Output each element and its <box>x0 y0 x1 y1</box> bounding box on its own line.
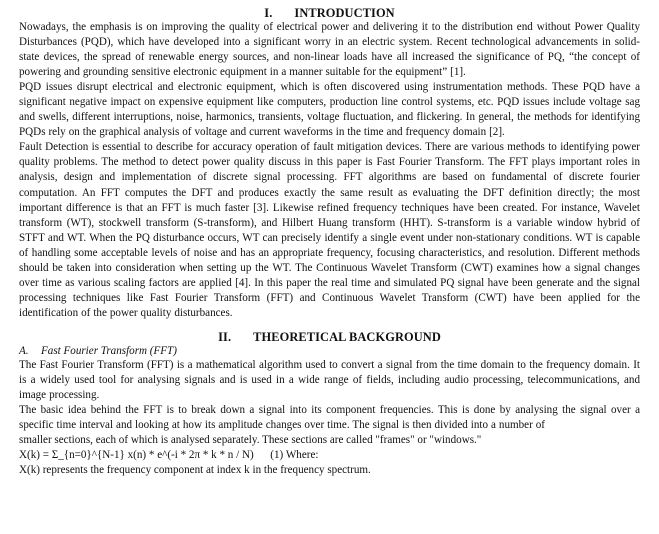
intro-paragraph-1: Nowadays, the emphasis is on improving the quality of electrical power and delivering it to the distribution end without Power Quality Disturbances (PQD), which have developed into a significant worry in an electric system. Recent technological advancements in solid-state devices, the spread of renewable energy sources, and non-linear loads have all increased the significance of PQ, “the concept of powering and grounding sensitive electronic equipment in a manner suitable for the equipment” [1]. <box>19 21 640 79</box>
section-title: INTRODUCTION <box>294 6 395 20</box>
intro-paragraph-3: Fault Detection is essential to describe for accuracy operation of fault mitigation devices. There are various methods to identifying power quality problems. The method to detect power quality discuss in this paper is Fast Fourier Transform. The FFT plays important roles in analysis, design and implementation of discrete signal processing. FFT algorithms are based on fundamental of discrete fourier computation. An FFT computes the DFT and produces exactly the same result as evaluating the DFT definition directly; the most important difference is that an FFT is much faster [3]. Likewise refined frequency techniques have been created. For instance, Wavelet transform (WT), stockwell transform (S-transform), and Hilbert Huang transform (HHT). S-transform is a variable window hybrid of STFT and WT. When the PQ disturbance occurs, WT can precisely identify a single event under non-stationary conditions. WT is capable of handling some acceptable levels of noise and has an appropriate frequency, focusing characteristics, and resolution. Different methods should be taken into consideration when setting up the WT. The Continuous Wavelet Transform (CWT) examines how a signal changes over time as various scaling factors are applied [4]. In this paper the real time and simulated PQ signal have been generate and the signal processing techniques like Fast Fourier Transform (FFT) and Continuous Wavelet Transform (CWT) have been applied for the identification of the power quality disturbances. <box>19 141 640 319</box>
fft-paragraph-continuation: smaller sections, each of which is analysed separately. These sections are called "frames" or "windows." <box>19 434 482 447</box>
section-title: THEORETICAL BACKGROUND <box>253 329 441 344</box>
section-heading-theoretical-background <box>19 330 640 344</box>
fft-definition: X(k) represents the frequency component at index k in the frequency spectrum. <box>19 464 371 477</box>
fft-paragraph-2: The basic idea behind the FFT is to break down a signal into its component frequencies. This is done by analysing the signal over a specific time interval and looking at how its amplitude changes over time. The signal is then divided into a number of <box>19 404 640 432</box>
section-number: II. <box>218 329 232 344</box>
fft-paragraph-1: The Fast Fourier Transform (FFT) is a mathematical algorithm used to convert a signal from the time domain to the frequency domain. It is a widely used tool for analysing signals and is used in a wide range of fields, including audio processing, telecommunications, and image processing. <box>19 358 640 402</box>
subsection-title: Fast Fourier Transform (FFT) <box>41 344 177 357</box>
intro-paragraph-2: PQD issues disrupt electrical and electronic equipment, which is often discovered using instrumentation methods. These PQD have a significant negative impact on expensive equipment like computers, production line control systems, etc. PQD issues include voltage sag and swells, different interruptions, noise, harmonics, transients, voltage fluctuation, and flickering. In general, the methods for identifying PQDs rely on the graphical analysis of voltage and current waveforms in the time and frequency domain [2]. <box>19 81 640 139</box>
subsection-heading-fft <box>19 344 640 358</box>
section-number: I. <box>264 6 273 20</box>
subsection-letter: A. <box>19 344 29 357</box>
fft-equation: X(k) = Σ_{n=0}^{N-1} x(n) * e^(-i * 2π * k * n / N) (1) Where: <box>19 449 319 462</box>
section-heading-introduction <box>19 6 640 20</box>
